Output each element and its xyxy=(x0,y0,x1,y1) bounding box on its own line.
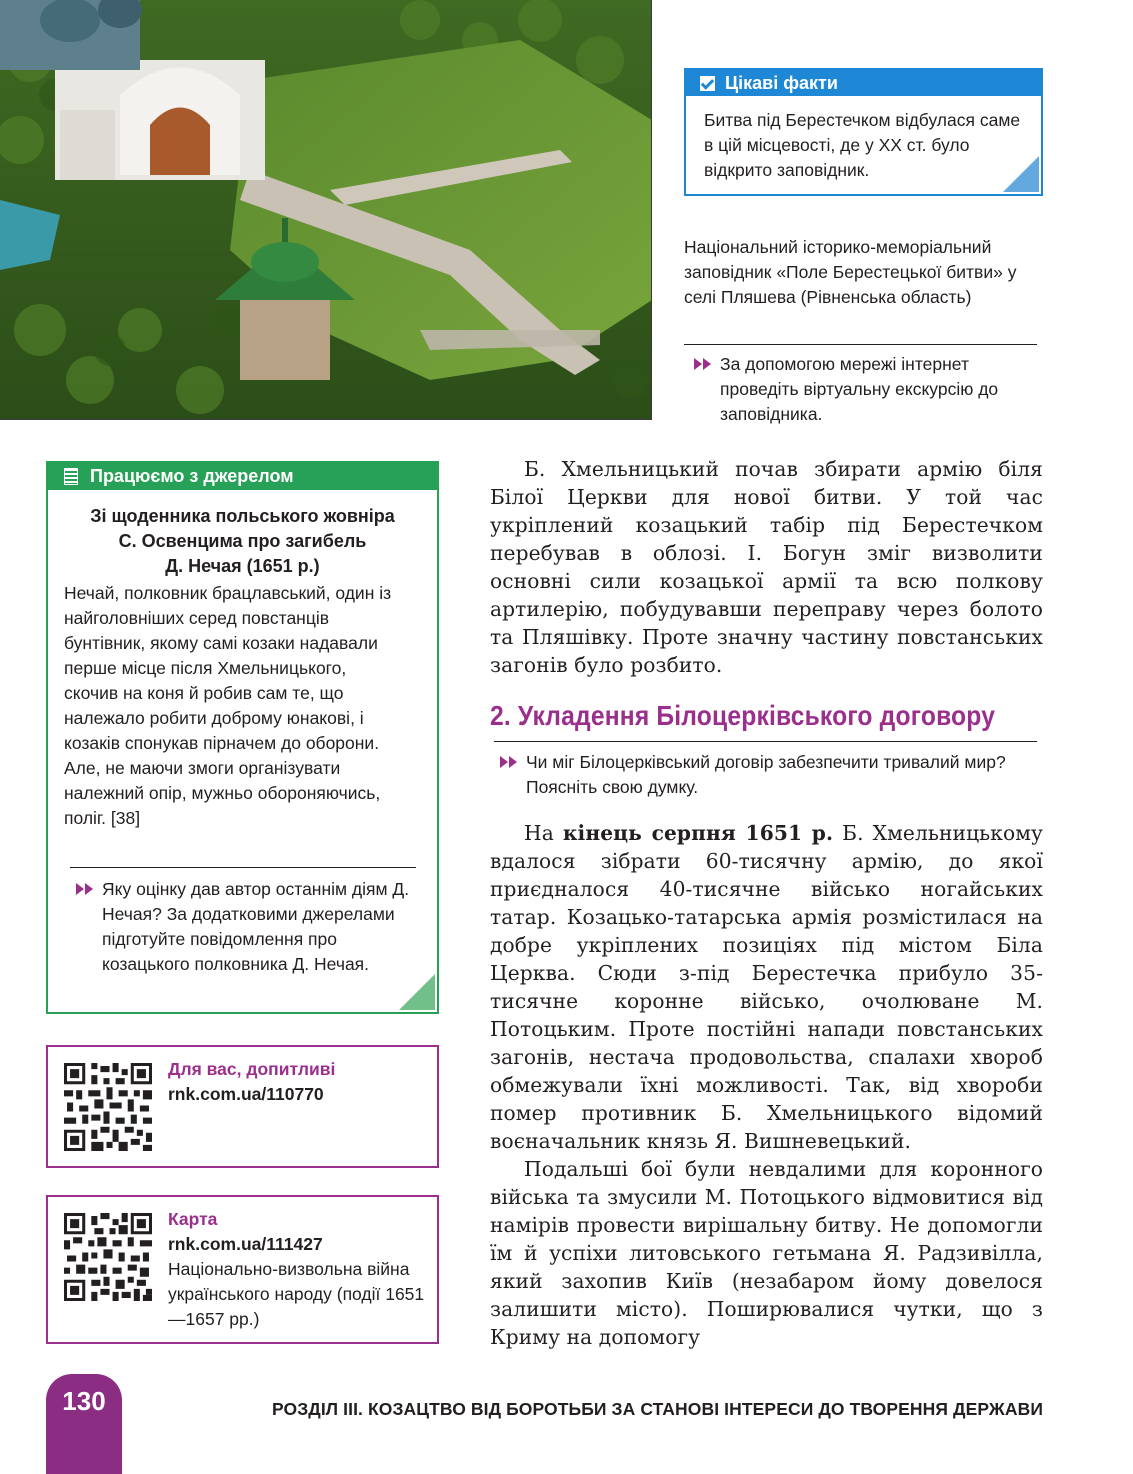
main-text-block-2 xyxy=(490,819,1043,1351)
working-with-source-box xyxy=(46,461,439,1014)
photo-task xyxy=(694,352,1044,427)
interesting-facts-box xyxy=(684,68,1043,196)
qr-box-curious xyxy=(46,1045,439,1168)
source-header-label: Працюємо з джерелом xyxy=(90,466,294,486)
source-task xyxy=(76,877,421,977)
document-icon xyxy=(64,468,78,485)
qr-code-icon[interactable] xyxy=(64,1063,152,1151)
divider xyxy=(494,741,1037,742)
qr-link[interactable]: rnk.com.ua/111427 xyxy=(168,1234,323,1254)
running-head: РОЗДІЛ III. КОЗАЦТВО ВІД БОРОТЬБИ ЗА СТАНОВІ ІНТЕРЕСИ ДО ТВОРЕННЯ ДЕРЖАВИ xyxy=(271,1399,1043,1419)
qr-box-text xyxy=(168,1207,429,1332)
qr-description: Національно-визвольна війна українського народу (події 1651—1657 рр.) xyxy=(168,1259,425,1329)
facts-text: Битва під Берестечком відбулася саме в цій місцевості, де у ХХ ст. було відкрито заповідник. xyxy=(704,110,1021,180)
page-number: 130 xyxy=(46,1374,122,1474)
source-title-line: Зі щоденника польського жовніра xyxy=(90,506,395,526)
facts-title: Цікаві факти xyxy=(725,73,838,93)
photo-task-text: За допомогою мережі інтернет проведіть віртуальну екскурсію до заповідника. xyxy=(720,354,999,424)
paragraph-bold-date: кінець серпня 1651 р. xyxy=(562,821,834,845)
source-title-line: Д. Нечая (1651 р.) xyxy=(165,556,320,576)
double-arrow-icon xyxy=(694,358,712,370)
source-task-text: Яку оцінку дав автор останнім діям Д. Нечая? За додатковими джерелами підготуйте повідомлення про козацького полковника Д. Нечая. xyxy=(102,879,410,974)
source-quote: Нечай, полковник брацлавський, один із найголовніших серед повстанців бунтівник, якому самі козаки надавали перше місце після Хмельницького, скочив на коня й робив сам те, що належало робити доброму юнакові, і козаків спонукав пірначем до оборони. Але, не маючи змоги організувати належний опір, мужньо обороняючись, поліг. [38] xyxy=(64,583,392,828)
qr-code-icon[interactable] xyxy=(64,1213,152,1301)
source-header xyxy=(48,463,437,490)
double-arrow-icon xyxy=(76,883,94,895)
paragraph-rest: Б. Хмельницькому вдалося зібрати 60-тисячну армію, до якої приєдналося 40-тисячне військо ногайських татар. Козацько-татарська армія розмістилася на добре укріплених позиціях під містом Біла Церква. Сюди з-під Берестечка прибуло 35-тисячне коронне військо, очолюване М. Потоцьким. Проте постійні напади повстанських загонів, нестача продовольства, спалахи хвороб обмежували їхні можливості. Так, від хвороби помер противник Б. Хмельницького відомий воєначальник князь Я. Вишневецький. xyxy=(490,821,1044,1153)
section-task-text: Чи міг Білоцерківський договір забезпечити тривалий мир? Поясніть свою думку. xyxy=(526,752,1006,797)
qr-title: Для вас, допитливі xyxy=(168,1059,336,1079)
double-arrow-icon xyxy=(500,756,518,768)
paragraph xyxy=(490,819,1043,1155)
paragraph: Подальші бої були невдалими для коронного війська та змусили М. Потоцького відмовитися від намірів провести вирішальну битву. Не допомогли їм й успіхи литовського гетьмана Я. Радзивілла, який захопив Київ (незабаром йому довелося залишити місто). Поширювалися чутки, що з Криму на допомогу xyxy=(490,1157,1043,1349)
source-title xyxy=(48,504,437,579)
source-title-line: С. Освенцима про загибель xyxy=(118,531,367,551)
checkbox-icon xyxy=(700,76,715,91)
qr-box-text xyxy=(168,1057,429,1107)
qr-link[interactable]: rnk.com.ua/110770 xyxy=(168,1084,324,1104)
divider xyxy=(684,344,1037,345)
paragraph-lead: На xyxy=(524,821,563,845)
memorial-aerial-image xyxy=(0,0,652,420)
photo-caption: Національний історико-меморіальний заповідник «Поле Берестецької битви» у селі Пляшева (Рівненська область) xyxy=(684,237,1017,307)
corner-triangle-icon xyxy=(1003,156,1039,192)
divider xyxy=(70,867,416,868)
section-task xyxy=(500,750,1045,800)
facts-header xyxy=(686,70,1041,96)
qr-title: Карта xyxy=(168,1209,218,1229)
paragraph: Б. Хмельницький почав збирати армію біля Білої Церкви для нової битви. У той час укріплений козацький табір під Берестечком перебував в облозі. І. Богун зміг визволити основні сили козацької армії та всю полкову артилерію, побудувавши переправу через болото та Пляшівку. Проте значну частину повстанських загонів було розбито. xyxy=(490,457,1043,677)
qr-box-map xyxy=(46,1195,439,1344)
corner-triangle-icon xyxy=(399,974,435,1010)
memorial-photo xyxy=(0,0,652,420)
main-text-block-1 xyxy=(490,455,1043,679)
section-heading: 2. Укладення Білоцерківського договору xyxy=(490,700,996,731)
